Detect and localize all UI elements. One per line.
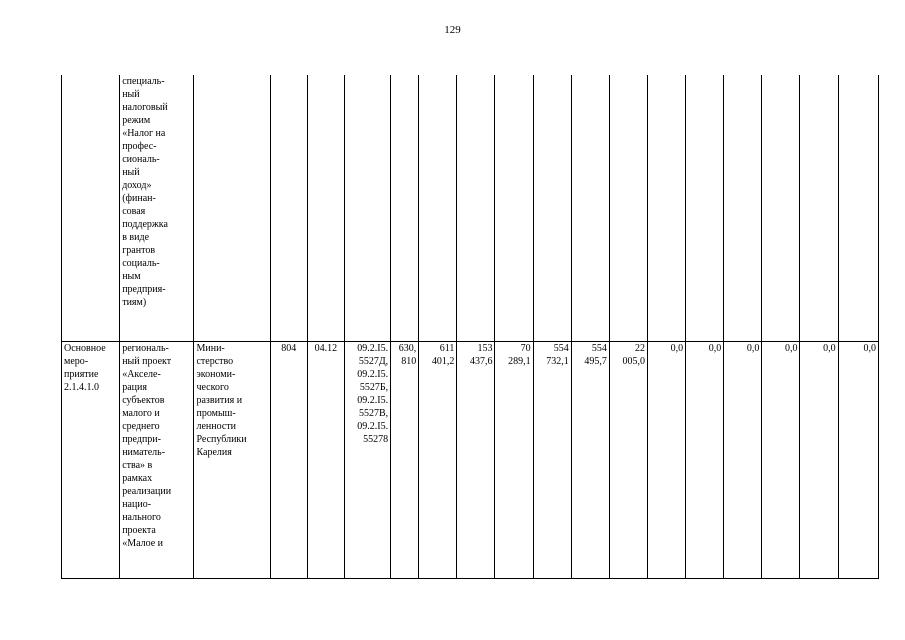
table-cell	[571, 75, 609, 342]
table-cell	[194, 75, 270, 342]
grbs-cell: 804	[270, 342, 307, 579]
budget-table	[61, 75, 879, 579]
table-cell	[391, 75, 419, 342]
table-cell	[686, 75, 724, 342]
table-cell	[647, 75, 685, 342]
amount-cell: 153 437,6	[457, 342, 495, 579]
amount-cell: 0,0	[647, 342, 685, 579]
table-cell	[724, 75, 762, 342]
table-cell	[762, 75, 800, 342]
table-cell	[307, 75, 344, 342]
amount-cell: 0,0	[800, 342, 838, 579]
csr-cell: 09.2.I5. 5527Д, 09.2.I5. 5527Б, 09.2.I5. 5527В, 09.2.I5. 55278	[344, 342, 390, 579]
table-cell	[419, 75, 457, 342]
table-row	[62, 75, 879, 342]
table-cell	[62, 75, 120, 342]
event-name-cell: региональ- ный проект «Акселе- рация субъектов малого и среднего предпри- ниматель- ства» в рамках реализации нацио- нального проекта «Малое и	[120, 342, 194, 579]
amount-cell: 611 401,2	[419, 342, 457, 579]
amount-cell: 70 289,1	[495, 342, 533, 579]
vr-cell: 630, 810	[391, 342, 419, 579]
amount-cell: 554 495,7	[571, 342, 609, 579]
table-cell	[457, 75, 495, 342]
table-cell	[270, 75, 307, 342]
status-cell: Основное меро- приятие 2.1.4.1.0	[62, 342, 120, 579]
table-cell	[800, 75, 838, 342]
amount-cell: 22 005,0	[609, 342, 647, 579]
executor-cell: Мини- стерство экономи- ческого развития и промыш- ленности Республики Карелия	[194, 342, 270, 579]
table-cell	[533, 75, 571, 342]
table-cell	[495, 75, 533, 342]
page-number: 129	[444, 24, 461, 36]
table-cell	[344, 75, 390, 342]
event-name-cell: специаль- ный налоговый режим «Налог на профес- сиональ- ный доход» (финан- совая поддержка в виде грантов социаль- ным предприя- тиям)	[120, 75, 194, 342]
table-row	[62, 342, 879, 579]
rzpr-cell: 04.12	[307, 342, 344, 579]
amount-cell: 0,0	[724, 342, 762, 579]
amount-cell: 554 732,1	[533, 342, 571, 579]
amount-cell: 0,0	[762, 342, 800, 579]
table-cell	[838, 75, 878, 342]
table-cell	[609, 75, 647, 342]
amount-cell: 0,0	[838, 342, 878, 579]
amount-cell: 0,0	[686, 342, 724, 579]
